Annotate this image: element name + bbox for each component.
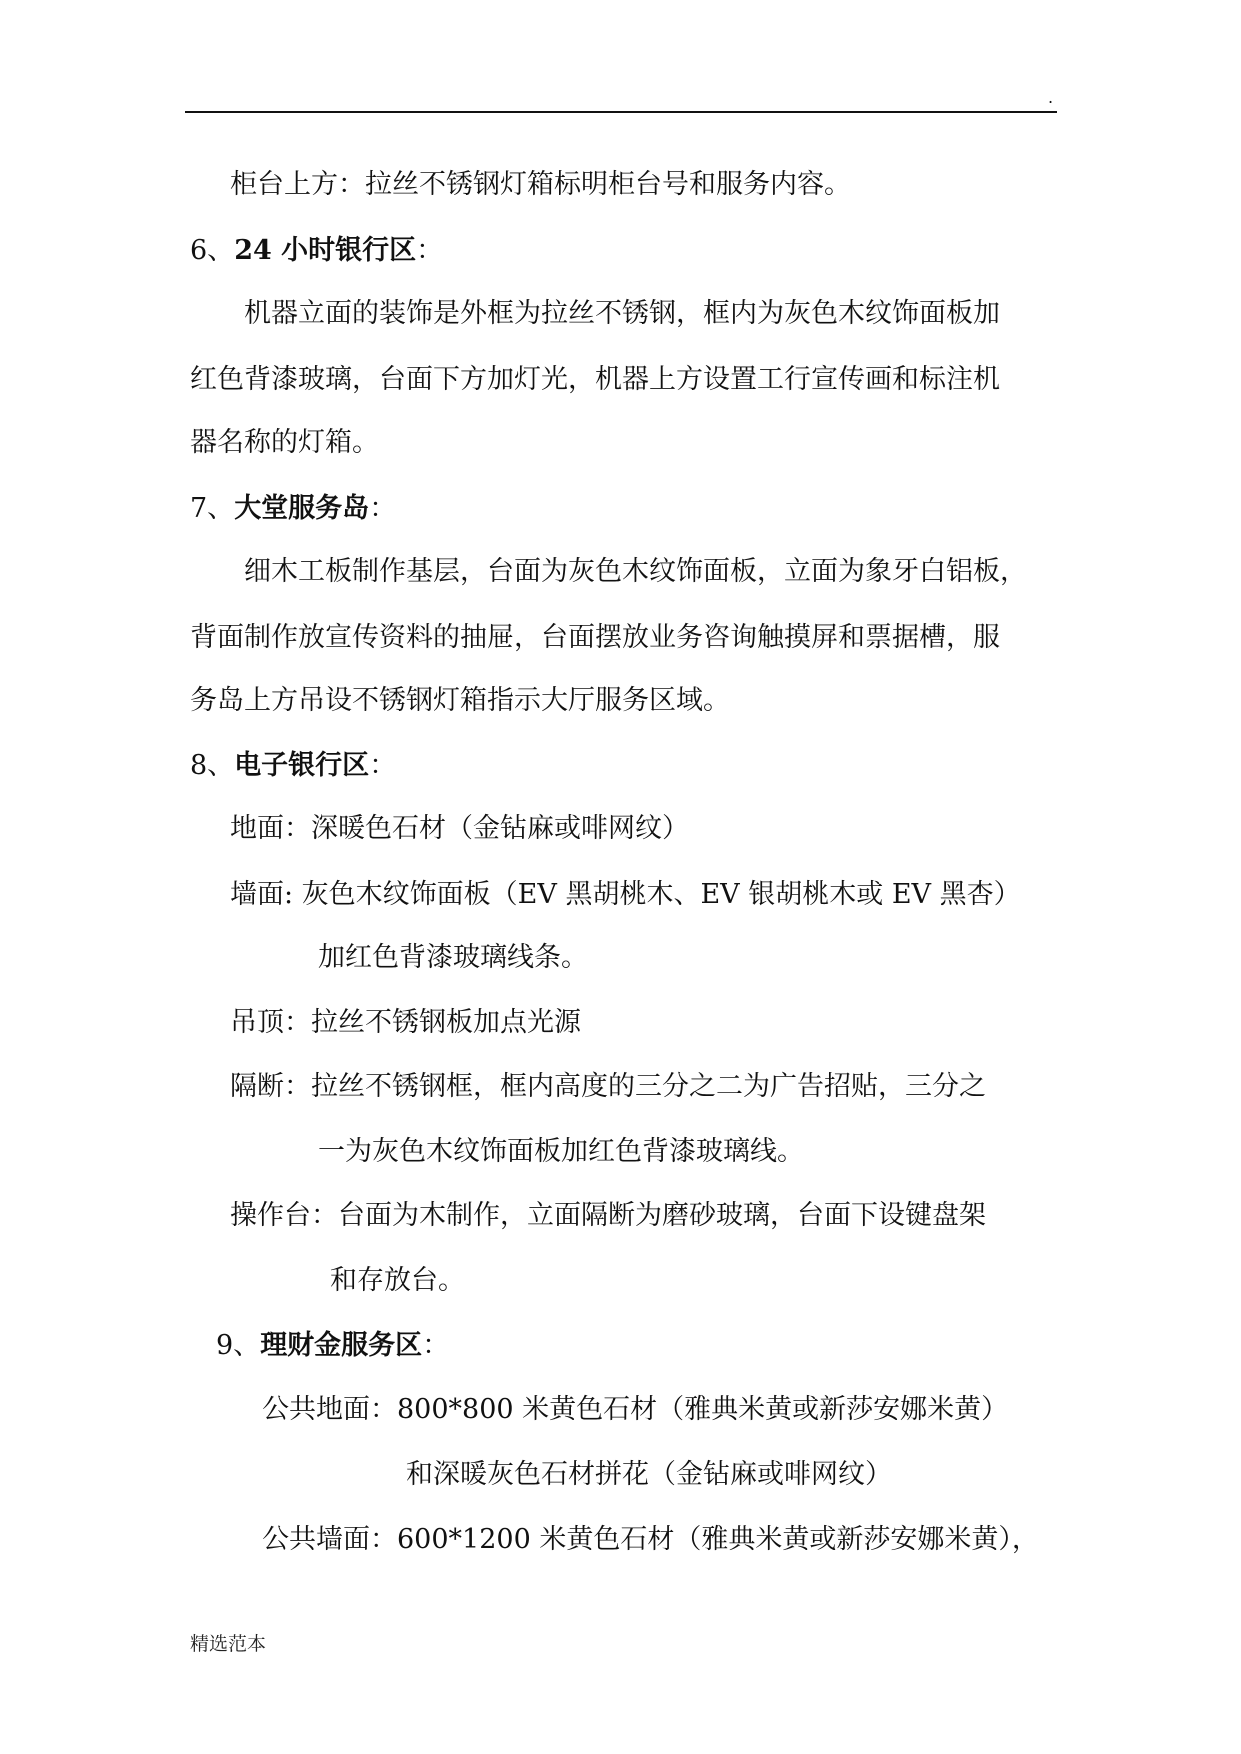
paragraph-line: 器名称的灯箱。 [190,427,379,458]
paragraph-line: 背面制作放宣传资料的抽屉，台面摆放业务咨询触摸屏和票据槽，服 [190,622,1000,653]
section-colon: ： [369,750,397,781]
section-colon: ： [416,235,444,266]
paragraph-line: 和存放台。 [330,1265,465,1296]
paragraph-line: 地面：深暖色石材（金钻麻或啡网纹） [230,813,689,844]
section-heading-9 [216,1329,449,1363]
paragraph-line: 和深暖灰色石材拼花（金钻麻或啡网纹） [406,1459,892,1490]
paragraph-line: 红色背漆玻璃，台面下方加灯光，机器上方设置工行宣传画和标注机 [190,364,1000,395]
paragraph-line: 公共地面：800*800 米黄色石材（雅典米黄或新莎安娜米黄） [262,1394,1009,1425]
section-title: 大堂服务岛 [234,493,370,524]
paragraph-line: 隔断：拉丝不锈钢框，框内高度的三分之二为广告招贴，三分之 [230,1071,986,1102]
section-number: 6、 [190,235,235,266]
paragraph-line: 公共墙面：600*1200 米黄色石材（雅典米黄或新莎安娜米黄）， [262,1524,1039,1555]
section-heading-7 [190,492,396,526]
paragraph-line: 一为灰色木纹饰面板加红色背漆玻璃线。 [318,1136,804,1167]
section-number: 7、 [190,493,235,524]
section-heading-6 [190,234,443,268]
paragraph-line: 吊顶：拉丝不锈钢板加点光源 [230,1007,581,1038]
paragraph-line: 操作台：台面为木制作，立面隔断为磨砂玻璃，台面下设键盘架 [230,1200,986,1231]
paragraph-line: 墙面: 灰色木纹饰面板（EV 黑胡桃木、EV 银胡桃木或 EV 黑杏） [230,879,1021,910]
paragraph-line: 务岛上方吊设不锈钢灯箱指示大厅服务区域。 [190,685,730,716]
section-colon: ： [422,1330,450,1361]
section-title: 理财金服务区 [260,1330,423,1361]
footer-text: 精选范本 [190,1633,267,1655]
paragraph-line: 细木工板制作基层，台面为灰色木纹饰面板，立面为象牙白铝板， [244,556,1027,587]
section-number: 8、 [190,750,235,781]
header-mark: . [1048,88,1054,107]
section-heading-8 [190,749,396,783]
paragraph-line: 机器立面的装饰是外框为拉丝不锈钢，框内为灰色木纹饰面板加 [244,298,1000,329]
section-title: 24 小时银行区 [234,235,417,266]
section-colon: ： [369,493,397,524]
paragraph-line: 加红色背漆玻璃线条。 [318,942,588,973]
header-rule [185,111,1057,113]
section-number: 9、 [216,1330,261,1361]
intro-line: 柜台上方：拉丝不锈钢灯箱标明柜台号和服务内容。 [230,169,851,200]
section-title: 电子银行区 [234,750,370,781]
